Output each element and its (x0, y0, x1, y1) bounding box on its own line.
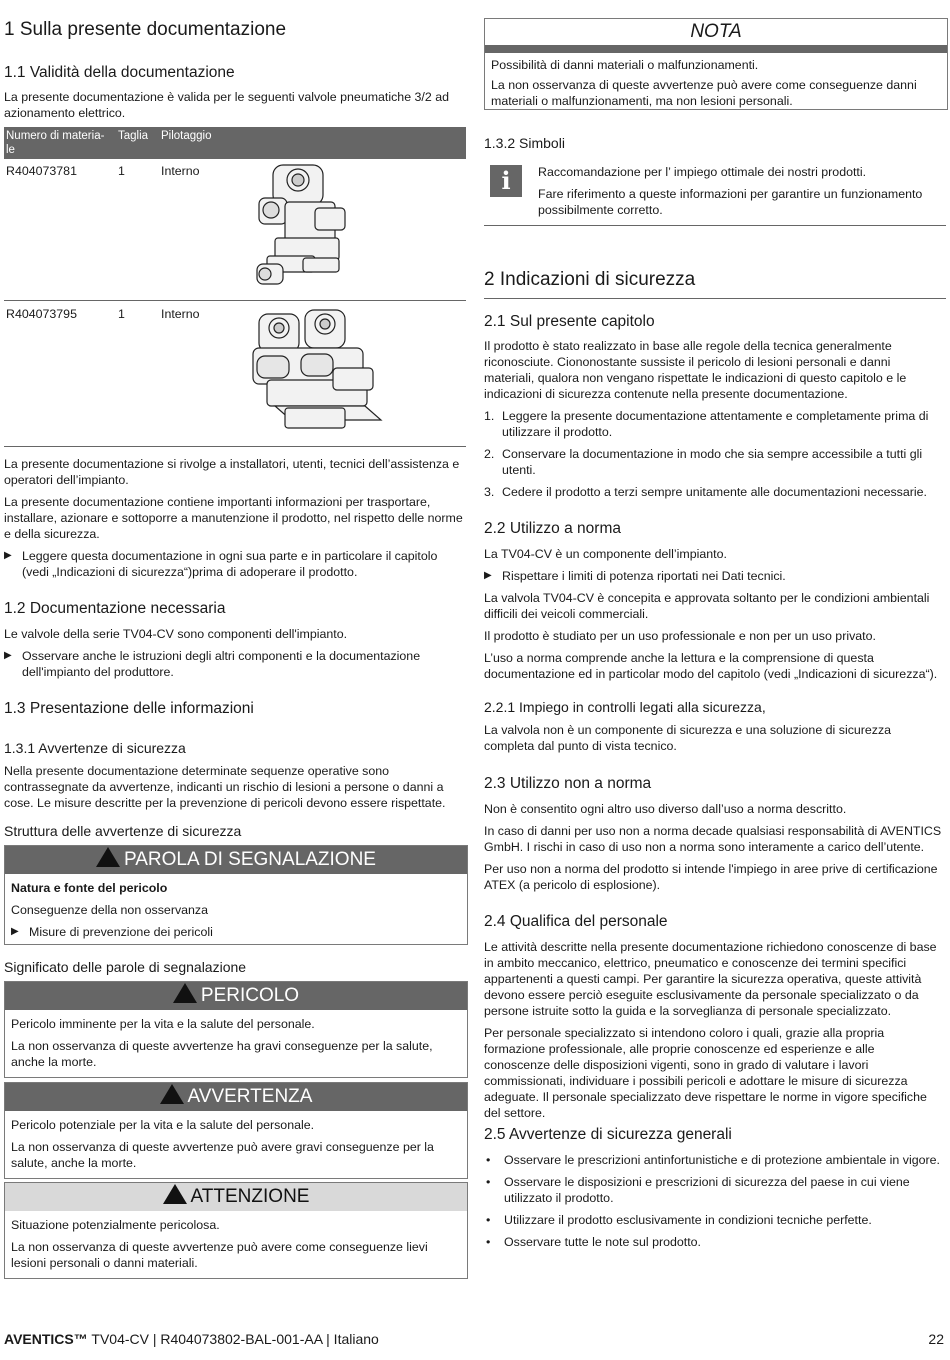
step-text: Conservare la documentazione in modo che sia sempre accessibile a tutti gli utenti. (502, 447, 923, 477)
contents-paragraph: La presente documentazione contiene importanti informazioni per trasportare, installare, azionare e sottoporre a manutenzione il prodotto, nel rispetto delle norme e della sicurezza. (4, 495, 463, 541)
section-1-3-1-text: Nella presente documentazione determinate sequenze operative sono contrassegnate da avvertenze, indicanti un rischio di lesioni a persone o danni a cose. Le misure descritte per la prevenzione di pericoli devono essere rispettate. (4, 764, 446, 810)
footer-brand: AVENTICS™ (4, 1331, 88, 1347)
table-row-divider (4, 300, 466, 301)
section-2-title: 2 Indicazioni di sicurezza (484, 269, 696, 290)
product-table-header (4, 127, 466, 159)
read-bullet-text: Leggere questa documentazione in ogni sua parte e in particolare il capitolo (vedi „Indicazioni di sicurezza“)prima di adoperare il prodotto. (22, 549, 438, 579)
section-2-1-title: 2.1 Sul presente capitolo (484, 313, 655, 330)
section-2-3-p3: Per uso non a norma del prodotto si intende l'impiego in aree prive di certificazione ATEX (a pericolo di esplosione). (484, 862, 938, 892)
meaning-title: Significato delle parole di segnalazione (4, 959, 247, 975)
triangle-bullet-icon: ▶ (484, 570, 492, 581)
valve-single-illustration (245, 160, 355, 295)
table-cell-size: 1 (118, 164, 125, 178)
step-number: 1. (484, 409, 495, 423)
notice-line-2: La non osservanza di queste avvertenze può avere come conseguenze danni materiali o malfunzionamenti, ma non lesioni personali. (491, 78, 917, 108)
warning-header (5, 1083, 467, 1111)
footer-doc: TV04-CV | R404073802-BAL-001-AA | Italiano (87, 1331, 379, 1347)
caution-header (5, 1183, 467, 1211)
section-1-title: 1 Sulla presente documentazione (4, 19, 287, 40)
signal-word-box (4, 845, 468, 945)
danger-line-2: La non osservanza di queste avvertenze ha gravi conseguenze per la salute, anche la morte. (11, 1039, 433, 1069)
section-1-1-intro: La presente documentazione è valida per le seguenti valvole pneumatiche 3/2 ad azionamento elettrico. (4, 90, 449, 120)
symbols-rule (484, 225, 946, 226)
section-1-2-title: 1.2 Documentazione necessaria (4, 600, 226, 617)
caution-label: ATTENZIONE (190, 1186, 310, 1207)
general-item-text: Utilizzare il prodotto esclusivamente in condizioni tecniche perfette. (504, 1213, 872, 1227)
section-2-4-title: 2.4 Qualifica del personale (484, 913, 668, 930)
step-text: Leggere la presente documentazione attentamente e completamente prima di utilizzare il prodotto. (502, 409, 929, 439)
notice-line-1: Possibilità di danni materiali o malfunzionamenti. (491, 58, 759, 72)
section-2-rule (484, 298, 946, 299)
section-2-3-p1: Non è consentito ogni altro uso diverso dall’uso a norma descritto. (484, 802, 847, 816)
warning-box (4, 1082, 468, 1179)
section-2-2-p3: Il prodotto è studiato per un uso professionale e non per un uso privato. (484, 629, 876, 643)
general-item-text: Osservare le disposizioni e prescrizioni di sicurezza del paese in cui viene utilizzato il prodotto. (504, 1175, 910, 1205)
danger-header (5, 982, 467, 1010)
bullet-dot-icon: • (486, 1235, 491, 1249)
hazard-nature: Natura e fonte del pericolo (11, 881, 168, 895)
step-number: 2. (484, 447, 495, 461)
warning-triangle-icon (173, 983, 197, 1003)
table-cell-pilot: Interno (161, 307, 200, 321)
triangle-bullet-icon: ▶ (4, 650, 12, 661)
table-bottom-rule (4, 446, 466, 447)
bullet-dot-icon: • (486, 1213, 491, 1227)
hazard-measures: Misure di prevenzione dei pericoli (29, 925, 213, 939)
list-item (484, 568, 944, 584)
section-2-3-title: 2.3 Utilizzo non a norma (484, 775, 652, 792)
list-item (484, 1234, 944, 1250)
valve-double-illustration (245, 308, 390, 438)
list-item (11, 924, 461, 940)
general-item-text: Osservare tutte le note sul prodotto. (504, 1235, 701, 1249)
section-1-2-bullet: Osservare anche le istruzioni degli altri componenti e la documentazione dell'impianto del produttore. (22, 649, 421, 679)
table-cell-pilot: Interno (161, 164, 200, 178)
section-2-2-p1: La TV04-CV è un componente dell’impianto. (484, 547, 727, 561)
list-item (484, 484, 944, 500)
section-2-1-text: Il prodotto è stato realizzato in base alle regole della tecnica generalmente riconosciute. Ciononostante sussiste il pericolo di lesioni personali e danni materiali, qualora non vengano rispettate le indicazioni di questo capitolo e le indicazioni di sicurezza contenute nella presente documentazione. (484, 339, 907, 401)
info-icon: i (490, 165, 522, 197)
notice-header (485, 19, 947, 53)
danger-label: PERICOLO (200, 985, 300, 1006)
section-2-2-p4: L’uso a norma comprende anche la lettura e la comprensione di questa documentazione ed in particolar modo del capitolo (vedi „Indicazioni di sicurezza“). (484, 651, 938, 681)
caution-line-2: La non osservanza di queste avvertenze può avere come conseguenze lievi lesioni personali o danni materiali. (11, 1240, 428, 1270)
symbols-line-1: Raccomandazione per l’ impiego ottimale dei nostri prodotti. (538, 165, 867, 179)
section-2-2-bullet: Rispettare i limiti di potenza riportati nei Dati tecnici. (502, 569, 786, 583)
warning-line-1: Pericolo potenziale per la vita e la salute del personale. (11, 1118, 315, 1132)
general-item-text: Osservare le prescrizioni antinfortunistiche e di protezione ambientale in vigore. (504, 1153, 940, 1167)
warning-label: AVVERTENZA (187, 1086, 313, 1107)
column-header-material: Numero di materia- le (6, 130, 105, 156)
step-number: 3. (484, 485, 495, 499)
list-item (484, 1212, 944, 1228)
warning-triangle-icon (163, 1184, 187, 1204)
page-number: 22 (928, 1331, 944, 1347)
section-2-2-title: 2.2 Utilizzo a norma (484, 520, 621, 537)
section-2-2-1-text: La valvola non è un componente di sicurezza e una soluzione di sicurezza completa dal punto di vista tecnico. (484, 723, 892, 753)
section-1-2-text: Le valvole della serie TV04-CV sono componenti dell'impianto. (4, 627, 348, 641)
hazard-consequences: Conseguenze della non osservanza (11, 903, 209, 917)
danger-line-1: Pericolo imminente per la vita e la salute del personale. (11, 1017, 315, 1031)
table-cell-size: 1 (118, 307, 125, 321)
table-cell-material: R404073795 (6, 307, 77, 321)
list-item (4, 648, 466, 680)
notice-box (484, 18, 948, 110)
notice-label: NOTA (690, 21, 742, 42)
footer-text (4, 1330, 379, 1348)
list-item (484, 1152, 944, 1168)
list-item (484, 446, 944, 478)
section-1-3-2-title: 1.3.2 Simboli (484, 135, 565, 151)
bullet-dot-icon: • (486, 1175, 491, 1189)
section-1-3-1-title: 1.3.1 Avvertenze di sicurezza (4, 740, 186, 756)
danger-box (4, 981, 468, 1078)
section-2-3-p2: In caso di danni per uso non a norma decade qualsiasi responsabilità di AVENTICS GmbH. I rischi in caso di uso non a norma sono interamente a carico dell’utente. (484, 824, 942, 854)
triangle-bullet-icon: ▶ (11, 926, 19, 937)
list-item (484, 1174, 944, 1206)
structure-title: Struttura delle avvertenze di sicurezza (4, 823, 242, 839)
list-item (484, 408, 944, 440)
section-2-2-p2: La valvola TV04-CV è concepita e approvata soltanto per le condizioni ambientali difficili dei veicoli commerciali. (484, 591, 930, 621)
warning-line-2: La non osservanza di queste avvertenze può avere gravi conseguenze per la salute, anche la morte. (11, 1140, 434, 1170)
column-header-size: Taglia (118, 130, 149, 142)
section-2-4-p2: Per personale specializzato si intendono coloro i quali, grazie alla propria formazione professionale, alle proprie conoscenze ed esperienze e alle conoscenze delle disposizioni vigenti, sono in grado di valutare i lavori commissionati, individuare i possibili pericoli e adottare le misure di sicurezza adeguate. Il personale specializzato deve rispettare le norme in vigore specifiche del settore. (484, 1026, 927, 1120)
signal-word-header (5, 846, 467, 874)
table-cell-material: R404073781 (6, 164, 77, 178)
warning-triangle-icon (160, 1084, 184, 1104)
section-1-1-title: 1.1 Validità della documentazione (4, 64, 235, 81)
section-2-4-p1: Le attività descritte nella presente documentazione richiedono conoscenze di base in ambito meccanico, elettrico, pneumatico e conoscenze dei termini specifici appartenenti a questi campi. Per garantire la sicurezza operativa, queste attività devono essere perciò eseguite esclusivamente da personale specializzato o da persone istruite sotto la guida e la sorveglianza di personale specializzato. (484, 940, 937, 1018)
bullet-dot-icon: • (486, 1153, 491, 1167)
step-text: Cedere il prodotto a terzi sempre unitamente alle documentazioni necessarie. (502, 485, 927, 499)
audience-paragraph: La presente documentazione si rivolge a installatori, utenti, tecnici dell’assistenza e operatori dell’impianto. (4, 457, 460, 487)
caution-box (4, 1182, 468, 1279)
symbols-line-2: Fare riferimento a queste informazioni per garantire un funzionamento possibilmente corretto. (538, 187, 923, 217)
section-1-3-title: 1.3 Presentazione delle informazioni (4, 700, 254, 717)
section-2-5-title: 2.5 Avvertenze di sicurezza generali (484, 1126, 732, 1143)
triangle-bullet-icon: ▶ (4, 550, 12, 561)
section-2-2-1-title: 2.2.1 Impiego in controlli legati alla sicurezza, (484, 699, 766, 715)
warning-triangle-icon (96, 847, 120, 867)
caution-line-1: Situazione potenzialmente pericolosa. (11, 1218, 220, 1232)
list-item (4, 548, 466, 580)
column-header-pilot: Pilotaggio (161, 130, 212, 142)
signal-word-label: PAROLA DI SEGNALAZIONE (123, 849, 376, 870)
